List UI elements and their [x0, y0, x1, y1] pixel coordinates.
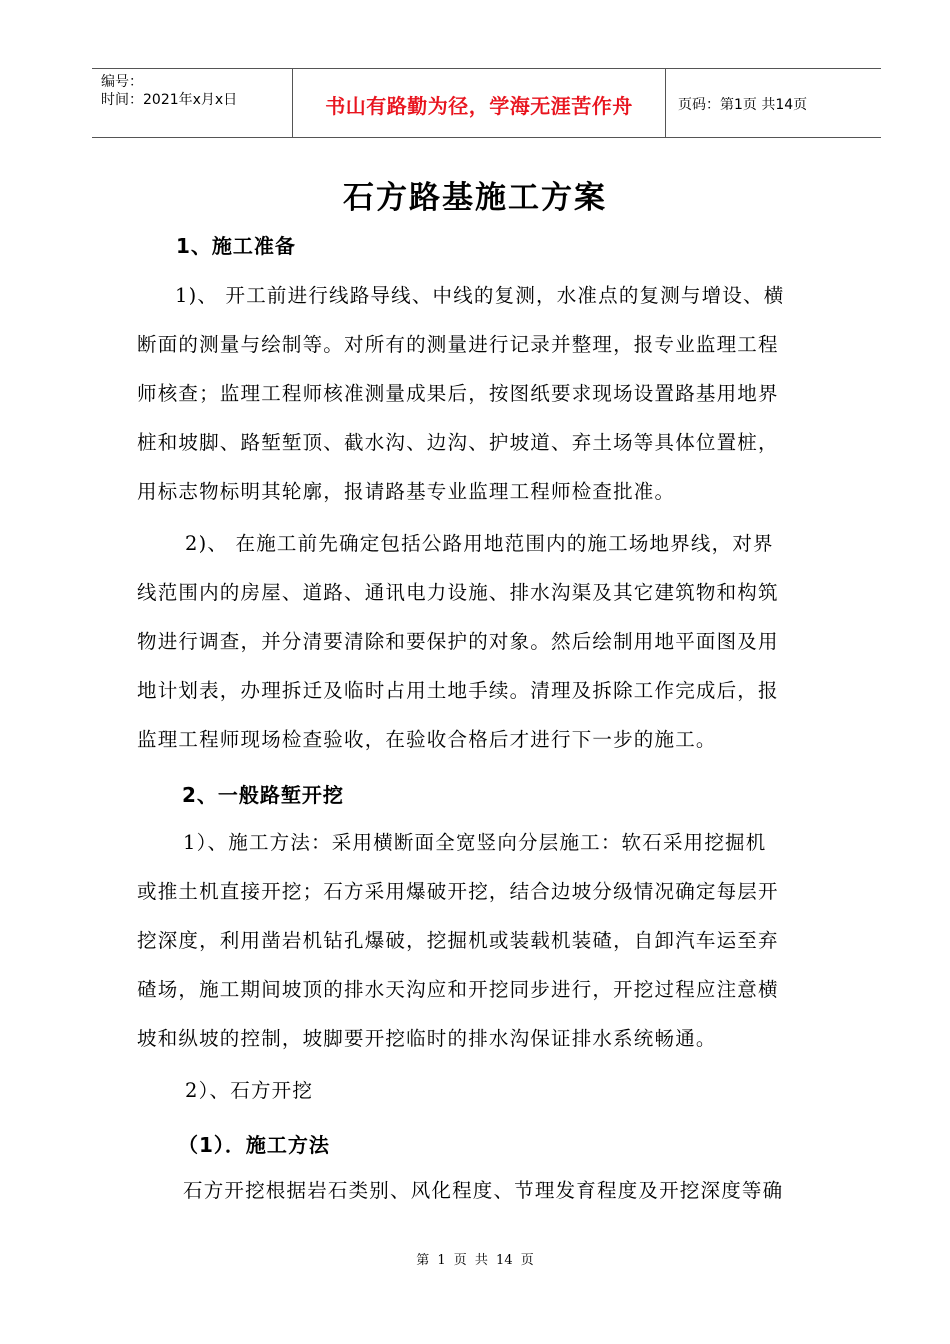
document-title: 石方路基施工方案: [343, 180, 607, 216]
text-line: 1）、施工方法：采用横断面全宽竖向分层施工：软石采用挖掘机: [183, 831, 767, 854]
header-meta-cell: [92, 69, 293, 137]
text-line: 桩和坡脚、路堑堑顶、截水沟、边沟、护坡道、弃土场等具体位置桩，: [137, 431, 779, 454]
section-heading-2: 2、一般路堑开挖: [182, 783, 344, 807]
text-line: 地计划表，办理拆迁及临时占用土地手续。清理及拆除工作完成后，报: [137, 679, 779, 702]
paragraph-1-2: [137, 519, 837, 764]
text-line: 碴场，施工期间坡顶的排水天沟应和开挖同步进行，开挖过程应注意横: [137, 978, 779, 1001]
text-line: 1)、 开工前进行线路导线、中线的复测，水准点的复测与增设、横: [175, 284, 785, 307]
paragraph-2-3: [137, 1166, 837, 1215]
header-motto: 书山有路勤为径，学海无涯苦作舟: [293, 69, 666, 137]
text-line: 物进行调查，并分清要清除和要保护的对象。然后绘制用地平面图及用: [137, 630, 779, 653]
paragraph-2-2: [137, 1066, 837, 1115]
header-page-info: 页码：第1页 共14页: [678, 97, 808, 113]
text-line: 石方开挖根据岩石类别、风化程度、节理发育程度及开挖深度等确: [183, 1179, 784, 1202]
paragraph-2-1: [137, 818, 837, 1063]
text-line: 坡和纵坡的控制，坡脚要开挖临时的排水沟保证排水系统畅通。: [137, 1027, 717, 1050]
paragraph-1-1: [137, 271, 837, 516]
section-heading-1: 1、施工准备: [176, 234, 296, 258]
page-header-table: [92, 68, 881, 138]
text-line: 2)、 在施工前先确定包括公路用地范围内的施工场地界线，对界: [185, 532, 774, 555]
number-label: 编号：: [101, 74, 143, 90]
text-line: 线范围内的房屋、道路、通讯电力设施、排水沟渠及其它建筑物和构筑: [137, 581, 779, 604]
text-line: 2）、石方开挖: [185, 1079, 314, 1102]
text-line: 监理工程师现场检查验收，在验收合格后才进行下一步的施工。: [137, 728, 717, 751]
time-label: 时间：2021年x月x日: [101, 92, 238, 108]
text-line: 用标志物标明其轮廓，报请路基专业监理工程师检查批准。: [137, 480, 676, 503]
text-line: 断面的测量与绘制等。对所有的测量进行记录并整理，报专业监理工程: [137, 333, 779, 356]
page-footer: 第 1 页 共 14 页: [416, 1253, 534, 1268]
text-line: 挖深度，利用凿岩机钻孔爆破，挖掘机或装载机装碴，自卸汽车运至弃: [137, 929, 779, 952]
text-line: 或推土机直接开挖；石方采用爆破开挖，结合边坡分级情况确定每层开: [137, 880, 779, 903]
text-line: 师核查；监理工程师核准测量成果后，按图纸要求现场设置路基用地界: [137, 382, 779, 405]
subsection-heading: （1）．施工方法: [178, 1133, 330, 1157]
